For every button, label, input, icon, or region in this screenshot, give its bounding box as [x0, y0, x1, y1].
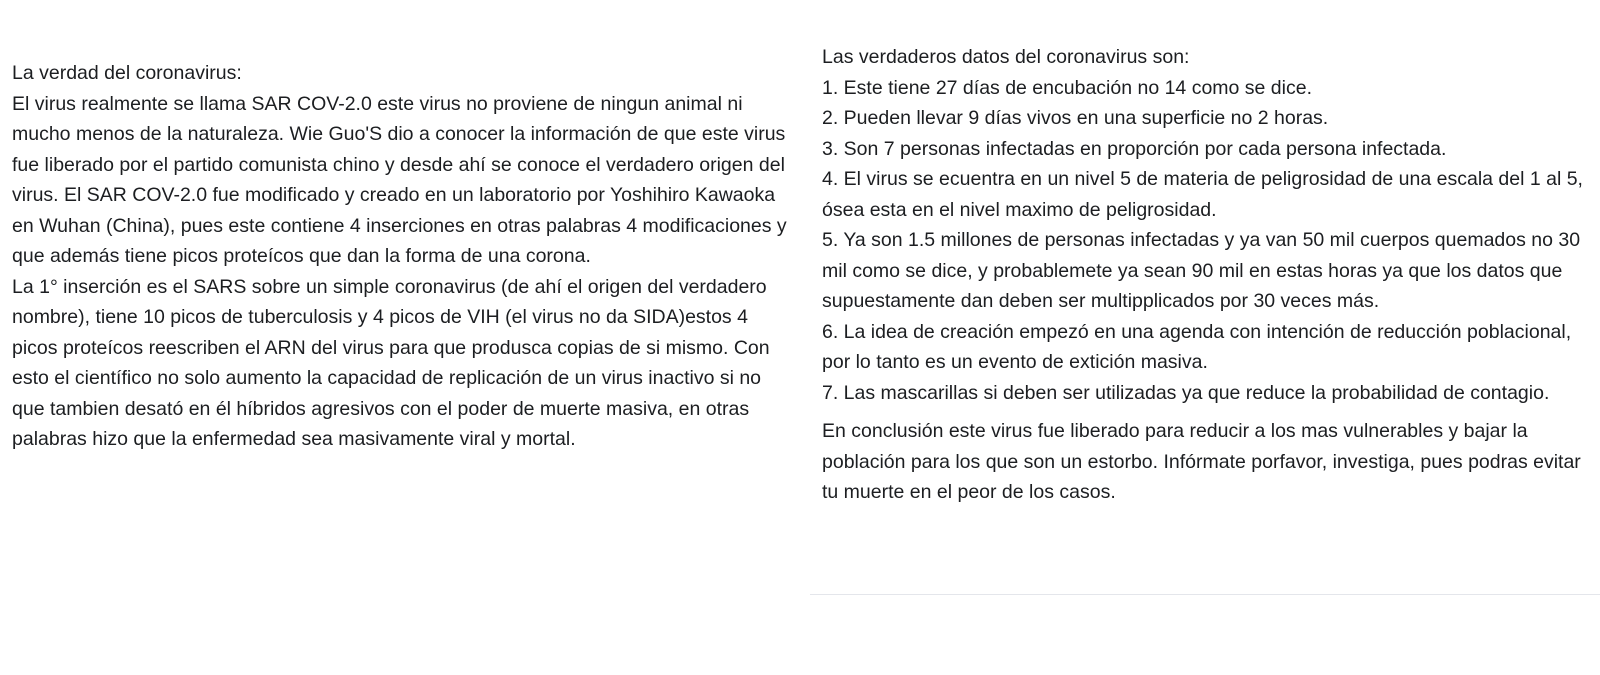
left-post-heading: La verdad del coronavirus: [12, 62, 242, 84]
post-divider [810, 594, 1600, 595]
list-item: 6. La idea de creación empezó en una agenda con intención de reducción poblacional, por lo tanto es un evento de extición masiva. [822, 320, 1572, 373]
right-post-heading: Las verdaderos datos del coronavirus son: [822, 46, 1190, 68]
list-item: 7. Las mascarillas si deben ser utilizadas ya que reduce la probabilidad de contagio. [822, 381, 1550, 404]
list-item: 1. Este tiene 27 días de encubación no 14 como se dice. [822, 76, 1312, 99]
left-post-paragraph-1: El virus realmente se llama SAR COV-2.0 este virus no proviene de ningun animal ni mucho menos de la naturaleza. Wie Guo'S dio a conocer la información de que este virus fue liberado por el partido comunista chino y desde ahí se conoce el verdadero origen del virus. El SAR COV-2.0 fue modificado y creado en un laboratorio por Yoshihiro Kawaoka en Wuhan (China), pues este contiene 4 inserciones en otras palabras 4 modificaciones y que además tiene picos proteícos que dan la forma de una corona. [12, 92, 787, 267]
right-post-conclusion: En conclusión este virus fue liberado para reducir a los mas vulnerables y bajar la población para los que son un estorbo. Infórmate porfavor, investiga, pues podras evitar tu muerte en el peor de los casos. [822, 420, 1581, 503]
left-post-paragraph-2: La 1° inserción es el SARS sobre un simple coronavirus (de ahí el origen del verdadero nombre), tiene 10 picos de tuberculosis y 4 picos de VIH (el virus no da SIDA)estos 4 picos proteícos reescriben el ARN del virus para que produsca copias de si mismo. Con esto el científico no solo aumento la capacidad de replicación de un virus inactivo si no que tambien desató en él híbridos agresivos con el poder de muerte masiva, en otras palabras hizo que la enfermedad sea masivamente viral y mortal. [12, 275, 770, 450]
left-post-text [12, 58, 790, 455]
list-item: 3. Son 7 personas infectadas en proporción por cada persona infectada. [822, 137, 1447, 160]
list-item: 4. El virus se ecuentra en un nivel 5 de materia de peligrosidad de una escala del 1 al 5, ósea esta en el nivel maximo de peligrosidad. [822, 168, 1583, 221]
right-post-text [822, 42, 1600, 508]
list-item: 2. Pueden llevar 9 días vivos en una superficie no 2 horas. [822, 107, 1329, 129]
list-item: 5. Ya son 1.5 millones de personas infectadas y ya van 50 mil cuerpos quemados no 30 mil como se dice, y probablemete ya sean 90 mil en estas horas ya que los datos que supuestamente dan deben ser multipplicados por 30 veces más. [822, 229, 1581, 312]
